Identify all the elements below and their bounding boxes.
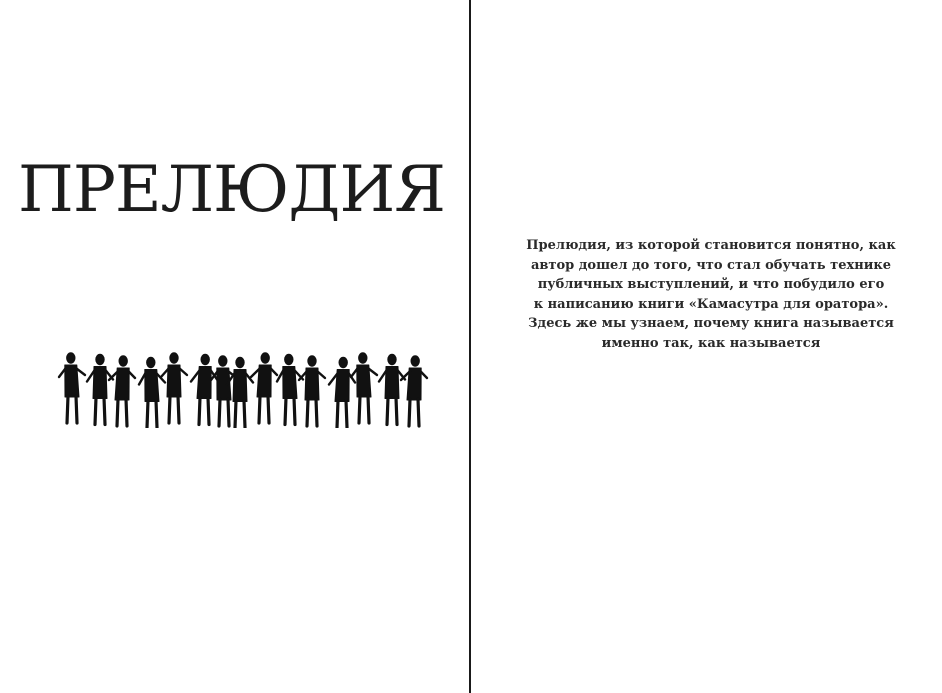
- silhouette-figure: [329, 357, 355, 427]
- silhouette-figure: [161, 353, 187, 423]
- page-gutter-divider: [469, 0, 471, 693]
- silhouette-figure: [379, 354, 405, 424]
- silhouette-figure: [351, 353, 377, 423]
- silhouette-figure: [87, 354, 113, 424]
- silhouette-figure: [277, 354, 303, 424]
- intro-line: именно так, как называется: [601, 335, 821, 351]
- silhouette-figure: [251, 353, 277, 423]
- left-page: [0, 0, 470, 693]
- silhouette-figure: [401, 356, 427, 426]
- intro-line: к написанию книги «Камасутра для оратора».: [533, 296, 889, 312]
- silhouette-figure: [139, 357, 165, 427]
- silhouette-figure: [299, 356, 325, 426]
- silhouette-figure: [109, 356, 135, 426]
- intro-line: Прелюдия, из которой становится понятно, как: [526, 238, 896, 253]
- chapter-intro-text: [520, 236, 902, 354]
- people-row-illustration: [52, 348, 430, 428]
- silhouette-figure: [191, 354, 217, 424]
- silhouette-figure: [59, 353, 85, 423]
- chapter-title: ПРЕЛЮДИЯ: [18, 153, 445, 227]
- intro-line: публичных выступлений, и что побудило его: [537, 277, 885, 293]
- intro-line: Здесь же мы узнаем, почему книга называется: [528, 316, 894, 332]
- intro-line: автор дошел до того, что стал обучать технике: [530, 257, 892, 273]
